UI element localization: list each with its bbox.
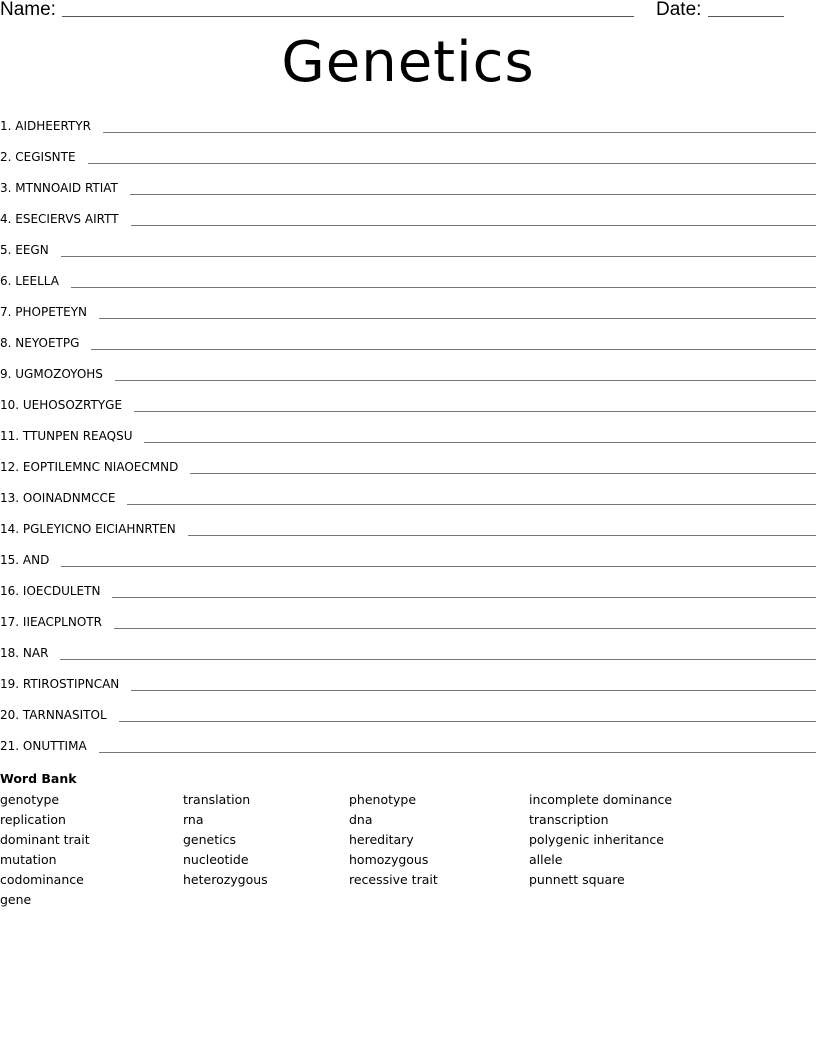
puzzle-row bbox=[0, 358, 816, 389]
puzzle-row bbox=[0, 699, 816, 730]
scrambled-word: 10. UEHOSOZRTYGE bbox=[0, 397, 123, 412]
scrambled-word: 15. AND bbox=[0, 552, 50, 567]
scrambled-word: 14. PGLEYICNO EICIAHNRTEN bbox=[0, 521, 176, 536]
puzzle-row bbox=[0, 234, 816, 265]
answer-line[interactable] bbox=[131, 690, 816, 691]
scrambled-word: 5. EEGN bbox=[0, 242, 49, 257]
answer-line[interactable] bbox=[134, 411, 816, 412]
scrambled-word: 12. EOPTILEMNC NIAOECMND bbox=[0, 459, 179, 474]
scrambled-word: 13. OOINADNMCCE bbox=[0, 490, 116, 505]
puzzle-row bbox=[0, 327, 816, 358]
answer-line[interactable] bbox=[114, 628, 816, 629]
word-bank-item: genetics bbox=[183, 832, 236, 847]
word-bank-item: codominance bbox=[0, 872, 84, 887]
name-line[interactable] bbox=[62, 16, 634, 17]
puzzle-row bbox=[0, 420, 816, 451]
word-bank-column bbox=[349, 790, 438, 890]
word-bank-item: dna bbox=[349, 812, 373, 827]
puzzle-row bbox=[0, 451, 816, 482]
puzzle-row bbox=[0, 110, 816, 141]
scrambled-word: 17. IIEACPLNOTR bbox=[0, 614, 102, 629]
date-line[interactable] bbox=[708, 16, 784, 17]
scrambled-word: 4. ESECIERVS AIRTT bbox=[0, 211, 119, 226]
scrambled-word: 18. NAR bbox=[0, 645, 49, 660]
answer-line[interactable] bbox=[99, 318, 816, 319]
scrambled-word: 9. UGMOZOYOHS bbox=[0, 366, 103, 381]
word-bank-item: transcription bbox=[529, 812, 609, 827]
word-bank-item: heterozygous bbox=[183, 872, 268, 887]
answer-line[interactable] bbox=[99, 752, 816, 753]
puzzle-row bbox=[0, 606, 816, 637]
word-bank-item: replication bbox=[0, 812, 66, 827]
scrambled-word: 21. ONUTTIMA bbox=[0, 738, 87, 753]
answer-line[interactable] bbox=[119, 721, 816, 722]
date-label: Date: bbox=[656, 0, 702, 20]
answer-line[interactable] bbox=[131, 225, 816, 226]
word-bank-item: mutation bbox=[0, 852, 57, 867]
answer-line[interactable] bbox=[115, 380, 816, 381]
answer-line[interactable] bbox=[71, 287, 816, 288]
word-bank-item: translation bbox=[183, 792, 251, 807]
word-bank-item: genotype bbox=[0, 792, 60, 807]
scrambled-word: 7. PHOPETEYN bbox=[0, 304, 88, 319]
word-bank-column bbox=[0, 790, 90, 910]
answer-line[interactable] bbox=[61, 566, 816, 567]
answer-line[interactable] bbox=[190, 473, 816, 474]
word-bank-item: hereditary bbox=[349, 832, 414, 847]
scrambled-word: 3. MTNNOAID RTIAT bbox=[0, 180, 118, 195]
puzzle-row bbox=[0, 513, 816, 544]
puzzle-row bbox=[0, 482, 816, 513]
puzzle-row bbox=[0, 203, 816, 234]
puzzle-row bbox=[0, 172, 816, 203]
word-bank-item: incomplete dominance bbox=[529, 792, 673, 807]
puzzle-row bbox=[0, 141, 816, 172]
puzzle-row bbox=[0, 637, 816, 668]
word-bank-item: recessive trait bbox=[349, 872, 438, 887]
scrambled-word: 20. TARNNASITOL bbox=[0, 707, 107, 722]
word-bank-item: nucleotide bbox=[183, 852, 249, 867]
puzzle-row bbox=[0, 389, 816, 420]
scrambled-word: 6. LEELLA bbox=[0, 273, 59, 288]
scrambled-word: 19. RTIROSTIPNCAN bbox=[0, 676, 120, 691]
answer-line[interactable] bbox=[61, 256, 816, 257]
answer-line[interactable] bbox=[188, 535, 816, 536]
name-label: Name: bbox=[0, 0, 56, 20]
page-title: Genetics bbox=[281, 30, 535, 95]
word-bank-item: homozygous bbox=[349, 852, 429, 867]
puzzle-row bbox=[0, 730, 816, 761]
scrambled-word: 11. TTUNPEN REAQSU bbox=[0, 428, 133, 443]
answer-line[interactable] bbox=[127, 504, 816, 505]
puzzle-row bbox=[0, 265, 816, 296]
word-bank-item: phenotype bbox=[349, 792, 417, 807]
answer-line[interactable] bbox=[60, 659, 816, 660]
answer-line[interactable] bbox=[130, 194, 816, 195]
answer-line[interactable] bbox=[88, 163, 816, 164]
answer-line[interactable] bbox=[103, 132, 816, 133]
scrambled-word: 1. AIDHEERTYR bbox=[0, 118, 91, 133]
scrambled-word: 8. NEYOETPG bbox=[0, 335, 80, 350]
word-bank-item: rna bbox=[183, 812, 204, 827]
word-bank-column bbox=[183, 790, 268, 890]
word-bank-title: Word Bank bbox=[0, 771, 77, 786]
worksheet-header bbox=[0, 0, 816, 24]
answer-line[interactable] bbox=[144, 442, 816, 443]
answer-line[interactable] bbox=[91, 349, 816, 350]
puzzle-row bbox=[0, 544, 816, 575]
word-bank-item: dominant trait bbox=[0, 832, 90, 847]
word-bank-item: gene bbox=[0, 892, 32, 907]
scrambled-word: 16. IOECDULETN bbox=[0, 583, 101, 598]
word-bank-item: allele bbox=[529, 852, 563, 867]
word-bank-item: polygenic inheritance bbox=[529, 832, 664, 847]
word-bank bbox=[0, 770, 816, 920]
puzzle-row bbox=[0, 575, 816, 606]
puzzle-row bbox=[0, 668, 816, 699]
word-bank-item: punnett square bbox=[529, 872, 625, 887]
puzzle-list bbox=[0, 110, 816, 761]
word-bank-column bbox=[529, 790, 672, 890]
scrambled-word: 2. CEGISNTE bbox=[0, 149, 76, 164]
puzzle-row bbox=[0, 296, 816, 327]
word-bank-grid bbox=[0, 790, 816, 920]
answer-line[interactable] bbox=[112, 597, 816, 598]
